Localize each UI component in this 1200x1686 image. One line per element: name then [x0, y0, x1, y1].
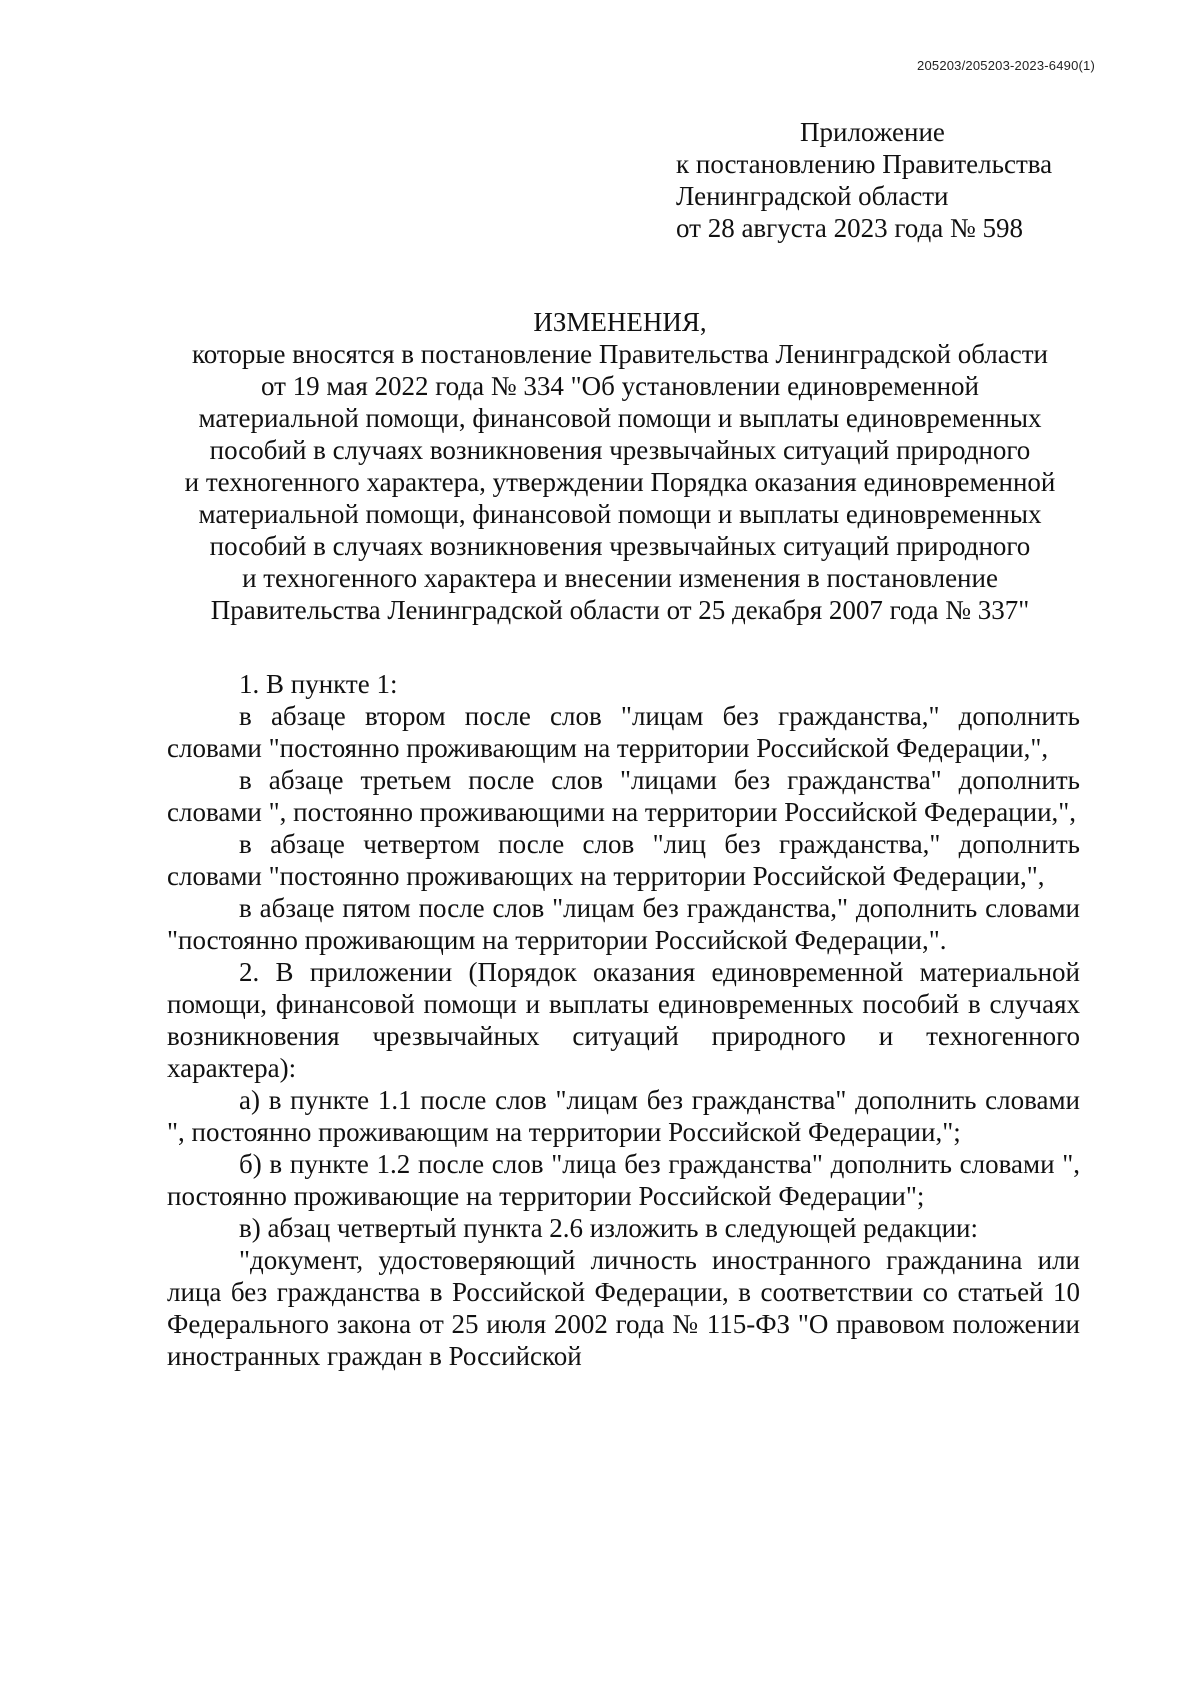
body-paragraph: в) абзац четвертый пункта 2.6 изложить в следующей редакции:: [239, 1213, 978, 1243]
heading-title: ИЗМЕНЕНИЯ,: [533, 307, 707, 337]
body-paragraph: а) в пункте 1.1 после слов "лицам без гражданства" дополнить словами ", постоянно проживающим на территории Российской Федерации,";: [167, 1085, 1080, 1147]
heading-line: пособий в случаях возникновения чрезвычайных ситуаций природного: [209, 531, 1031, 561]
document-id: 205203/205203-2023-6490(1): [917, 58, 1095, 73]
heading-line: которые вносятся в постановление Правительства Ленинградской области: [191, 339, 1048, 369]
heading-line: и техногенного характера, утверждении Порядка оказания единовременной: [184, 467, 1056, 497]
appendix-block: [676, 116, 1096, 244]
body-paragraph: 2. В приложении (Порядок оказания единовременной материальной помощи, финансовой помощи и выплаты единовременных пособий в случаях возникновения чрезвычайных ситуаций природного и техногенного характера):: [167, 957, 1080, 1083]
heading-line: Правительства Ленинградской области от 25 декабря 2007 года № 337": [210, 595, 1030, 625]
appendix-title: Приложение: [800, 117, 945, 147]
body-paragraph: "документ, удостоверяющий личность иностранного гражданина или лица без гражданства в Российской Федерации, в соответствии со статьей 10 Федерального закона от 25 июля 2002 года № 115-ФЗ "О правовом положении иностранных граждан в Российской: [167, 1245, 1080, 1371]
body-paragraph: б) в пункте 1.2 после слов "лица без гражданства" дополнить словами ", постоянно проживающие на территории Российской Федерации";: [167, 1149, 1080, 1211]
heading-line: материальной помощи, финансовой помощи и выплаты единовременных: [198, 499, 1042, 529]
appendix-line: к постановлению Правительства: [676, 149, 1053, 179]
appendix-line: Ленинградской области: [676, 181, 949, 211]
body-paragraph: в абзаце третьем после слов "лицами без гражданства" дополнить словами ", постоянно проживающими на территории Российской Федерации,",: [167, 765, 1080, 827]
body-paragraph: в абзаце втором после слов "лицам без гражданства," дополнить словами "постоянно проживающим на территории Российской Федерации,",: [167, 701, 1080, 763]
document-heading: [160, 306, 1080, 626]
heading-line: пособий в случаях возникновения чрезвычайных ситуаций природного: [209, 435, 1031, 465]
body-paragraph: в абзаце четвертом после слов "лиц без гражданства," дополнить словами "постоянно проживающих на территории Российской Федерации,",: [167, 829, 1080, 891]
heading-line: материальной помощи, финансовой помощи и выплаты единовременных: [198, 403, 1042, 433]
document-body: [167, 668, 1080, 1372]
heading-line: от 19 мая 2022 года № 334 "Об установлении единовременной: [260, 371, 980, 401]
heading-line: и техногенного характера и внесении изменения в постановление: [242, 563, 998, 593]
body-paragraph: 1. В пункте 1:: [239, 669, 398, 699]
appendix-line: от 28 августа 2023 года № 598: [676, 213, 1023, 243]
body-paragraph: в абзаце пятом после слов "лицам без гражданства," дополнить словами "постоянно проживающим на территории Российской Федерации,".: [167, 893, 1080, 955]
